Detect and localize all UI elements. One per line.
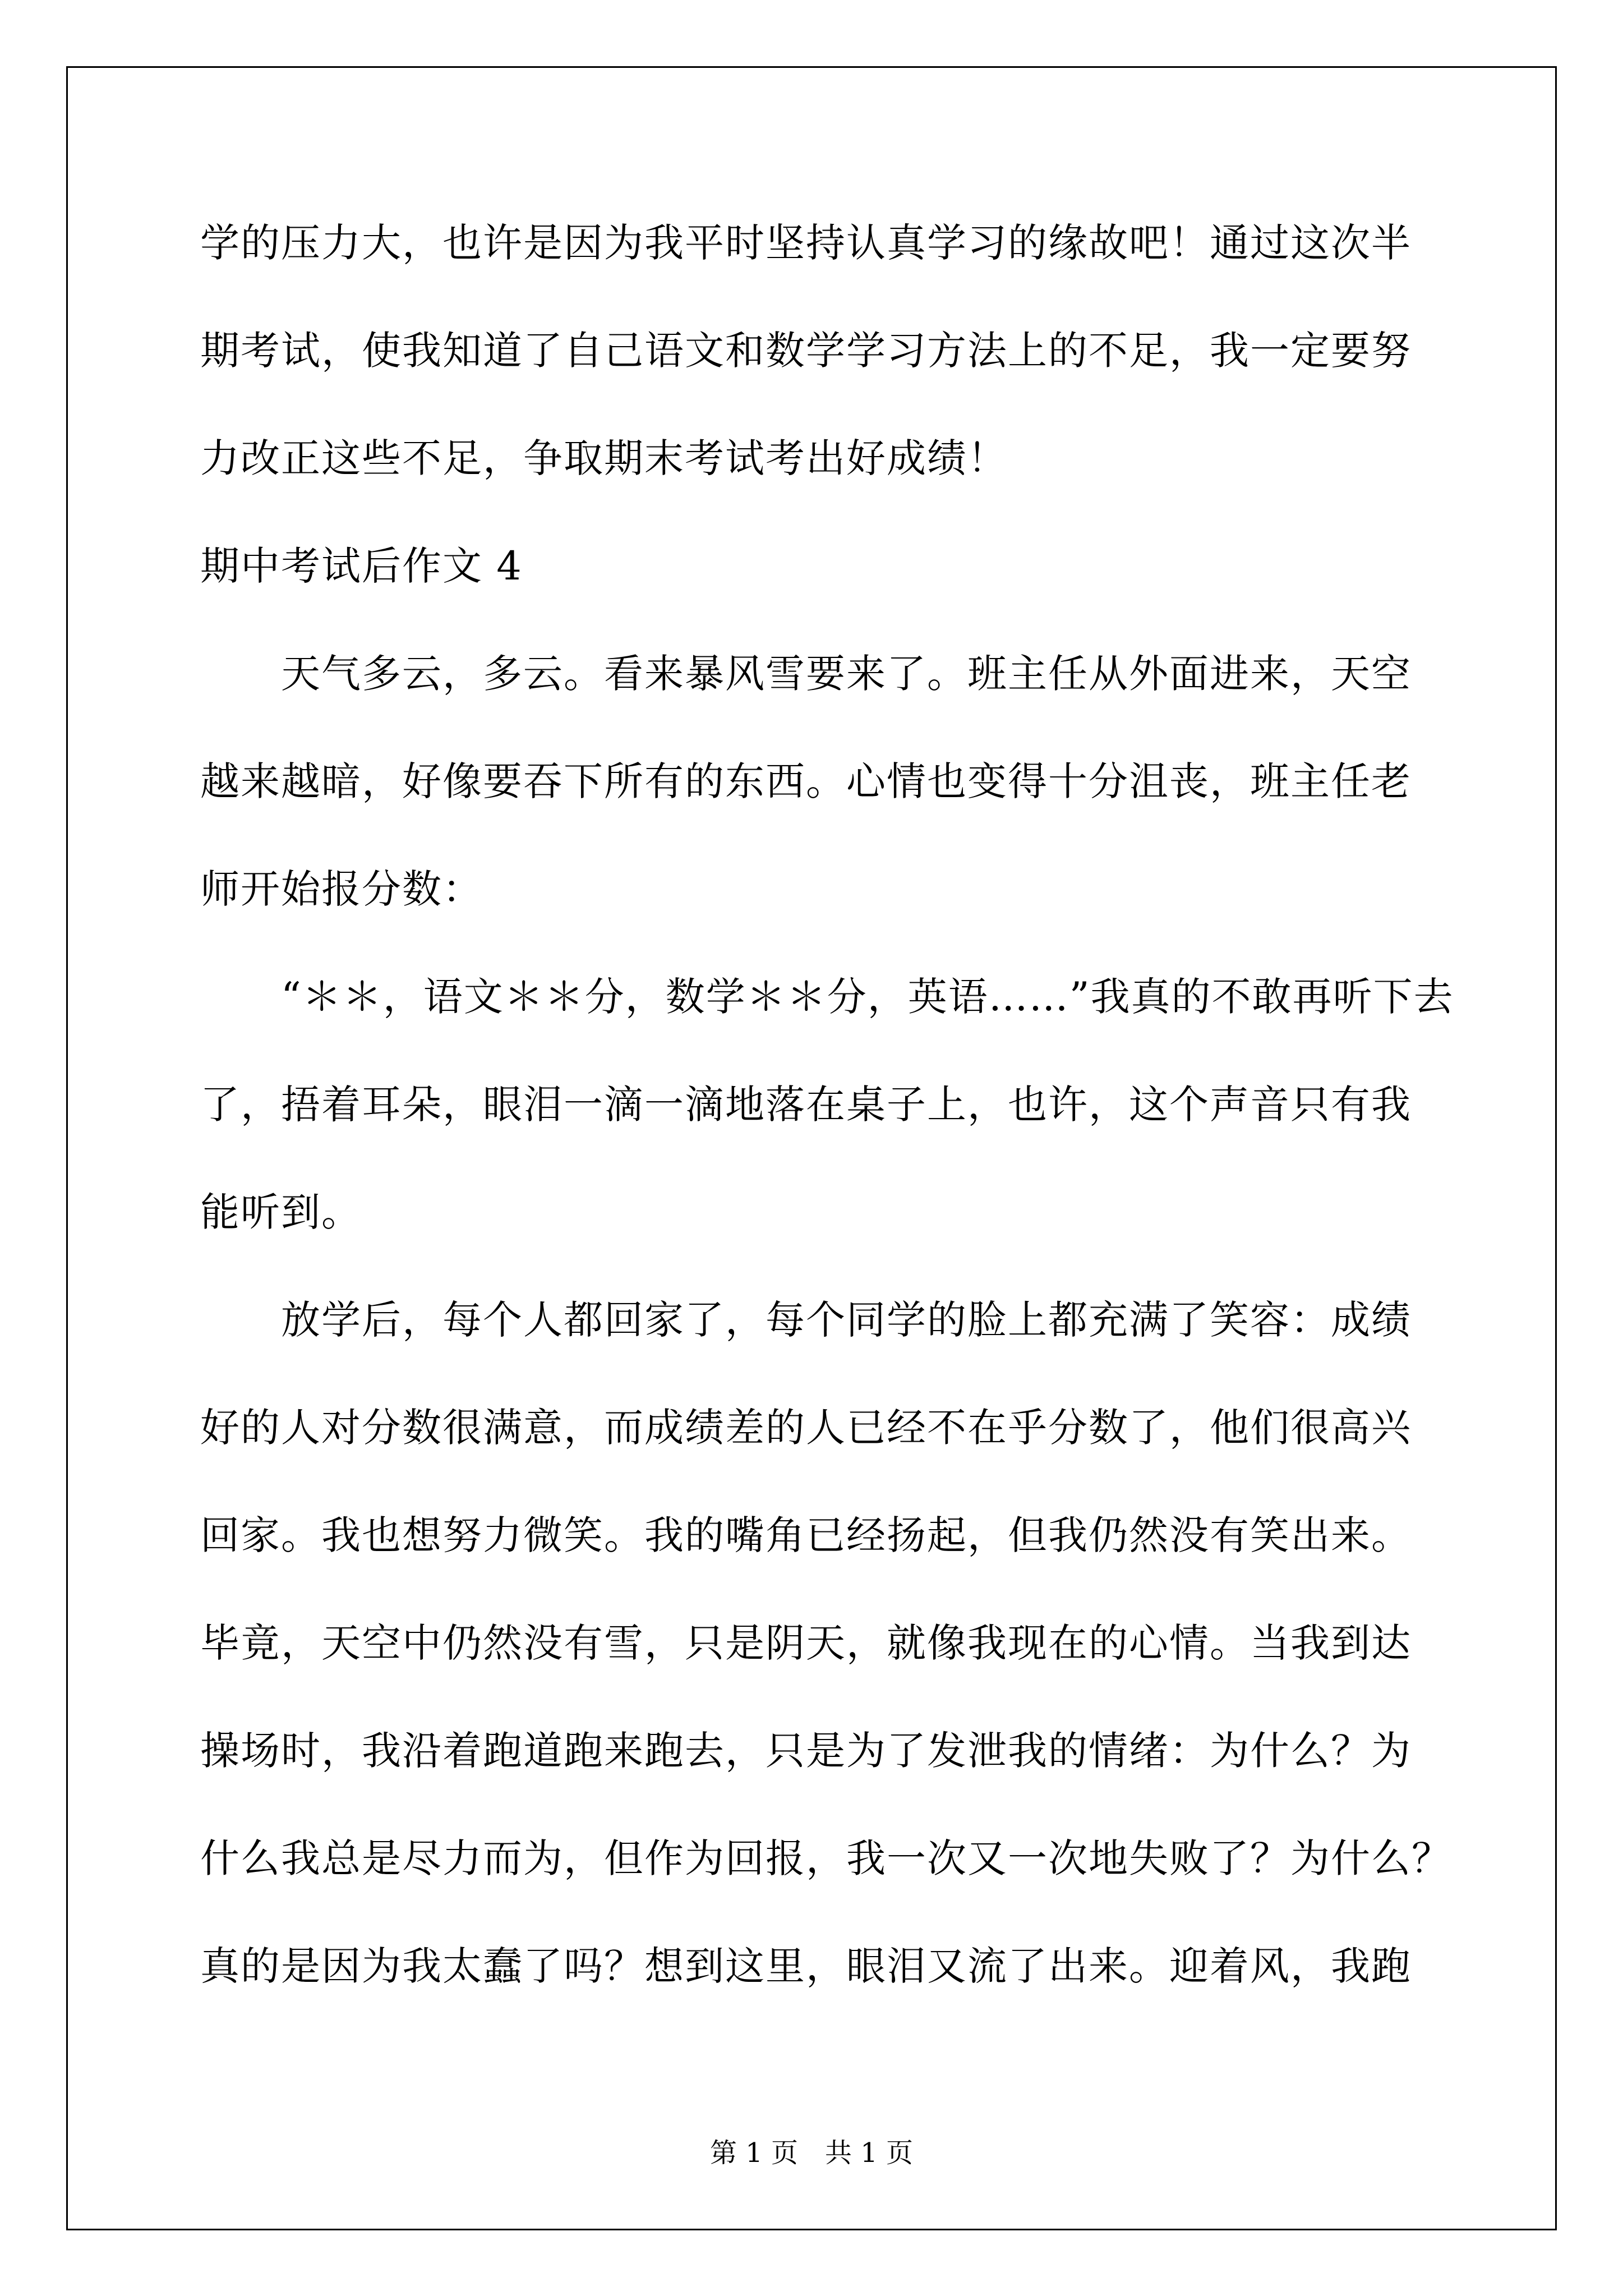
text-line: 学的压力大，也许是因为我平时坚持认真学习的缘故吧！通过这次半: [200, 220, 1412, 266]
text-line: 越来越暗，好像要吞下所有的东西。心情也变得十分沮丧，班主任老: [200, 758, 1412, 804]
text-line: 期考试，使我知道了自己语文和数学学习方法上的不足，我一定要努: [200, 328, 1412, 374]
text-line: “＊＊，语文＊＊分，数学＊＊分，英语……”我真的不敢再听下去: [200, 974, 1454, 1020]
text-line: 好的人对分数很满意，而成绩差的人已经不在乎分数了，他们很高兴: [200, 1405, 1412, 1451]
text-line: 真的是因为我太蠢了吗？想到这里，眼泪又流了出来。迎着风，我跑: [200, 1943, 1412, 1989]
text-line: 能听到。: [200, 1189, 362, 1235]
page-number-footer: 第 1 页 共 1 页: [709, 2137, 914, 2169]
text-line: 回家。我也想努力微笑。我的嘴角已经扬起，但我仍然没有笑出来。: [200, 1512, 1412, 1558]
section-heading: 期中考试后作文 4: [200, 543, 523, 589]
document-body: [200, 216, 1454, 1993]
text-line: 操场时，我沿着跑道跑来跑去，只是为了发泄我的情绪：为什么？为: [200, 1728, 1412, 1774]
text-line: 天气多云，多云。看来暴风雪要来了。班主任从外面进来，天空: [200, 651, 1412, 697]
text-line: 了，捂着耳朵，眼泪一滴一滴地落在桌子上，也许，这个声音只有我: [200, 1082, 1412, 1128]
text-line: 放学后，每个人都回家了，每个同学的脸上都充满了笑容：成绩: [200, 1297, 1412, 1343]
text-line: 力改正这些不足，争取期末考试考出好成绩！: [200, 435, 1008, 481]
text-line: 毕竟，天空中仍然没有雪，只是阴天，就像我现在的心情。当我到达: [200, 1620, 1412, 1666]
text-line: 师开始报分数：: [200, 866, 483, 912]
text-line: 什么我总是尽力而为，但作为回报，我一次又一次地失败了？为什么？: [200, 1835, 1452, 1881]
